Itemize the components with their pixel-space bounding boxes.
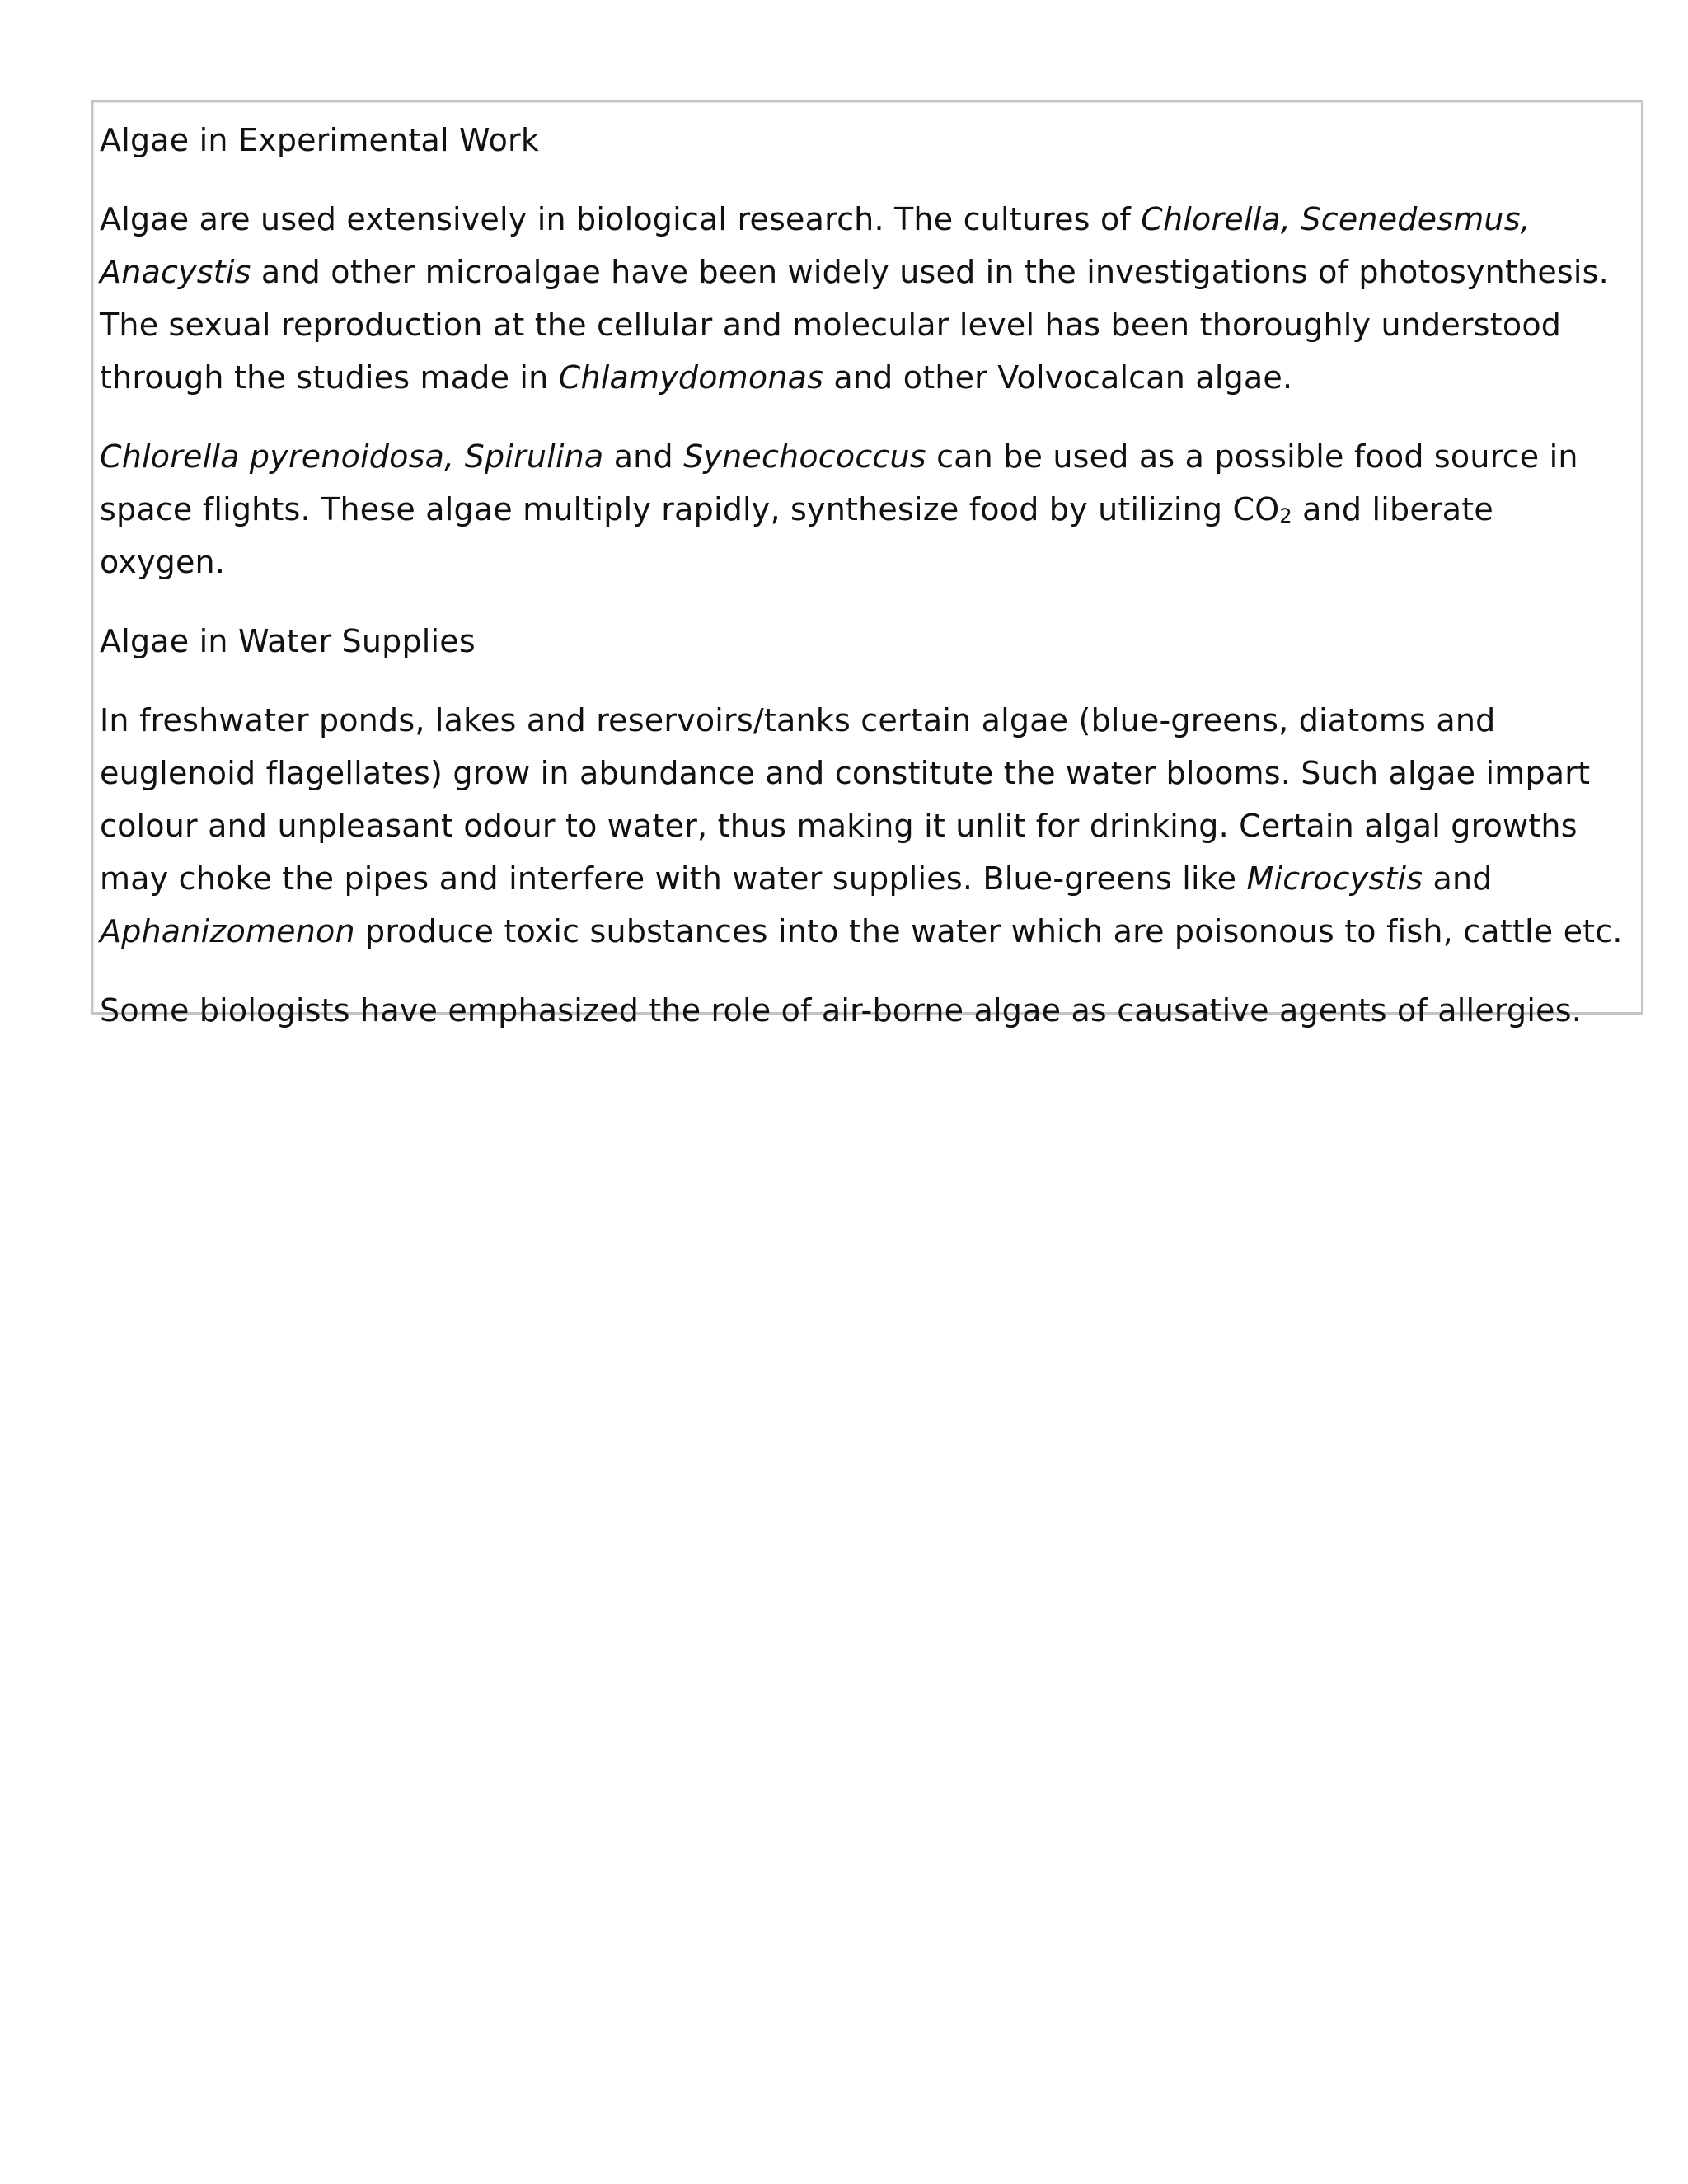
section-heading-water-supplies: Algae in Water Supplies	[100, 623, 476, 659]
paragraph-text: and	[603, 438, 684, 475]
subscript: 2	[1279, 504, 1292, 527]
species-name: Aphanizomenon	[100, 913, 355, 949]
paragraph-text: can be used as a possible food source in space flights. These algae multiply rapidly, synthesize food by utilizing CO	[100, 438, 1578, 527]
paragraph-text: and other Volvocalcan algae.	[823, 359, 1293, 396]
paragraph-text: produce toxic substances into the water which are poisonous to fish, cattle etc.	[354, 913, 1623, 949]
content-box	[91, 100, 1643, 1029]
species-name: Synechococcus	[683, 438, 926, 475]
paragraph-text: In freshwater ponds, lakes and reservoirs/tanks certain algae (blue-greens, diatoms and euglenoid flagellates) grow in abundance and constitute the water blooms. Such algae impart colour and unpleasant odour to water, thus making it unlit for drinking. Certain algal growths may choke the pipes and interfere with water supplies. Blue-greens like	[100, 702, 1591, 897]
paragraph-text: Algae are used extensively in biological research. The cultures of	[100, 201, 1142, 237]
paragraph-allergies: Some biologists have emphasized the role of air-borne algae as causative agents of allergies.	[100, 992, 1582, 1029]
paragraph-text: and liberate oxygen.	[100, 491, 1493, 580]
species-name: Microcystis	[1246, 860, 1423, 897]
paragraph-research-uses	[100, 193, 1625, 404]
paragraph-text: and other microalgae have been widely used in the investigations of photosynthesis. The sexual reproduction at the cellular and molecular level has been thoroughly understood through the studies made in	[100, 254, 1609, 396]
paragraph-text: and	[1423, 860, 1493, 897]
paragraph-space-food	[100, 430, 1625, 588]
species-name: Chlamydomonas	[558, 359, 824, 396]
paragraph-water-blooms	[100, 694, 1625, 958]
species-names: Chlorella pyrenoidosa, Spirulina	[100, 438, 604, 475]
section-heading-experimental-work: Algae in Experimental Work	[100, 122, 540, 158]
species-names: Chlorella, Scenedesmus, Anacystis	[100, 201, 1531, 290]
